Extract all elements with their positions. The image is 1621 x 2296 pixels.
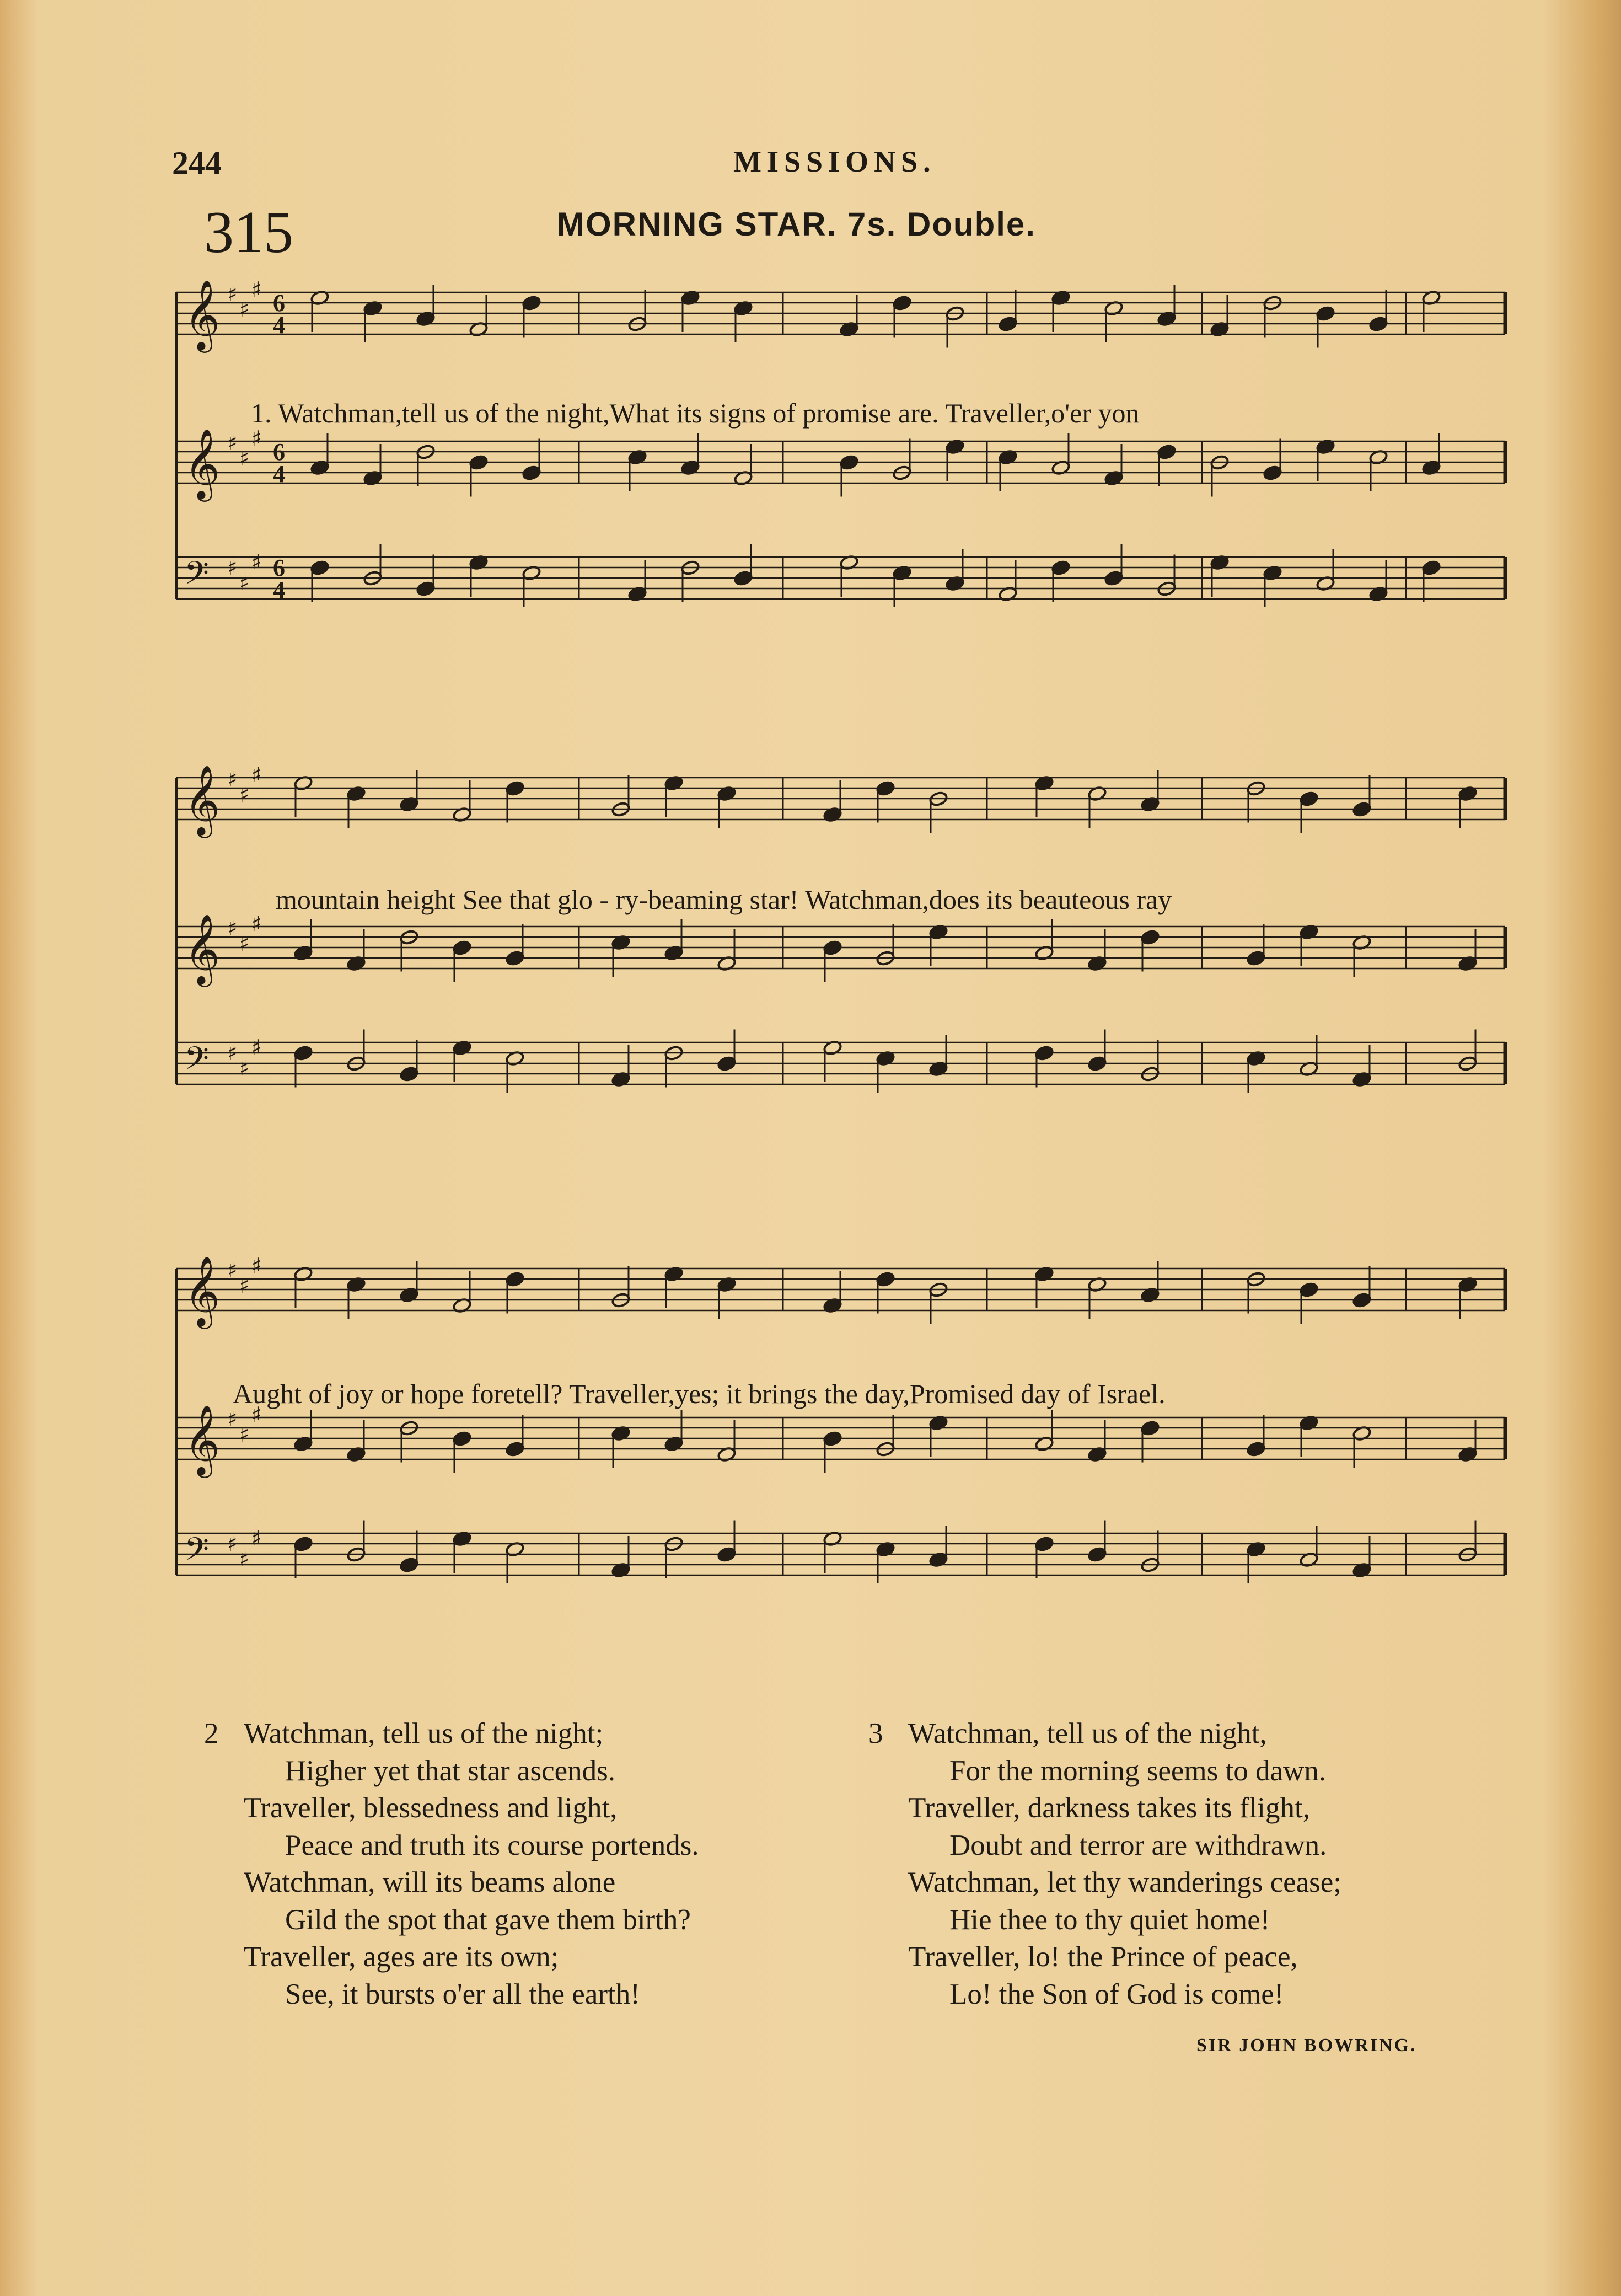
sharp-sign: ♯ bbox=[239, 446, 250, 470]
note-head bbox=[1421, 560, 1441, 576]
note-head bbox=[1087, 1546, 1107, 1562]
note-head bbox=[1352, 1292, 1371, 1308]
verse-line: Hie thee to thy quiet home! bbox=[949, 1903, 1270, 1936]
verse-line: Watchman, tell us of the night; bbox=[244, 1717, 604, 1749]
verse-line: Traveller, lo! the Prince of peace, bbox=[908, 1941, 1298, 1973]
sharp-sign: ♯ bbox=[239, 1273, 250, 1298]
lyric-line-3: Aught of joy or hope foretell? Traveller,yes; it brings the day,Promised day of Israel. bbox=[233, 1378, 1166, 1409]
lyric-line-1: 1. Watchman,tell us of the night,What its signs of promise are. Traveller,o'er yon bbox=[251, 398, 1140, 429]
verse-line: For the morning seems to dawn. bbox=[949, 1754, 1327, 1787]
treble-clef: 𝄞 bbox=[184, 913, 221, 984]
sharp-sign: ♯ bbox=[239, 783, 250, 807]
staff-notation bbox=[171, 756, 1516, 1197]
music-system-2 bbox=[171, 756, 1516, 1197]
note-head bbox=[452, 940, 471, 956]
sharp-sign: ♯ bbox=[239, 1056, 250, 1080]
music-system-1 bbox=[171, 270, 1516, 689]
note-head bbox=[293, 1045, 313, 1061]
time-signature-top: 6 bbox=[273, 554, 285, 581]
sharp-sign: ♯ bbox=[227, 916, 238, 940]
note-head bbox=[1299, 1282, 1318, 1298]
verse-line: Peace and truth its course portends. bbox=[285, 1829, 699, 1861]
sharp-sign: ♯ bbox=[239, 1422, 250, 1447]
page-number: 244 bbox=[172, 145, 222, 181]
note-head bbox=[823, 1431, 842, 1447]
note-head bbox=[505, 1271, 524, 1287]
treble-clef: 𝄞 bbox=[184, 1404, 221, 1475]
verse-line: Watchman, will its beams alone bbox=[244, 1866, 616, 1898]
sharp-sign: ♯ bbox=[227, 431, 238, 455]
note-head bbox=[1051, 560, 1070, 576]
sharp-sign: ♯ bbox=[251, 1403, 262, 1427]
note-head bbox=[717, 1546, 736, 1562]
sharp-sign: ♯ bbox=[251, 912, 262, 936]
sharp-sign: ♯ bbox=[239, 1547, 250, 1571]
hymn-author: SIR JOHN BOWRING. bbox=[1196, 2035, 1417, 2056]
note-head bbox=[839, 454, 858, 470]
verse-3 bbox=[868, 1715, 1341, 2013]
note-head bbox=[399, 1066, 418, 1082]
note-head bbox=[733, 570, 753, 586]
treble-clef: 𝄞 bbox=[184, 764, 221, 835]
staff-notation bbox=[171, 270, 1516, 689]
sharp-sign: ♯ bbox=[239, 297, 250, 322]
time-signature-top: 6 bbox=[273, 290, 285, 317]
verse-number: 2 bbox=[204, 1717, 219, 1749]
note-head bbox=[452, 1431, 471, 1447]
treble-clef: 𝄞 bbox=[184, 428, 221, 499]
sharp-sign: ♯ bbox=[227, 1532, 238, 1556]
note-head bbox=[1034, 1045, 1054, 1061]
bass-clef: 𝄢 bbox=[184, 1530, 210, 1576]
verse-line: Gild the spot that gave them birth? bbox=[285, 1903, 691, 1936]
music-system-3 bbox=[171, 1246, 1516, 1688]
note-head bbox=[1087, 1056, 1107, 1072]
verse-line: Traveller, ages are its own; bbox=[244, 1941, 559, 1973]
time-signature-bottom: 4 bbox=[273, 312, 285, 339]
sharp-sign: ♯ bbox=[251, 550, 262, 574]
hymn-number: 315 bbox=[204, 200, 293, 265]
note-head bbox=[1140, 929, 1160, 945]
sharp-sign: ♯ bbox=[251, 277, 262, 302]
note-head bbox=[469, 454, 488, 470]
time-signature-top: 6 bbox=[273, 438, 285, 465]
note-head bbox=[1140, 1420, 1160, 1436]
verse-line: Watchman, let thy wanderings cease; bbox=[908, 1866, 1342, 1898]
bass-clef: 𝄢 bbox=[184, 1040, 210, 1085]
time-signature-bottom: 4 bbox=[273, 461, 285, 488]
note-head bbox=[416, 581, 435, 597]
sharp-sign: ♯ bbox=[227, 555, 238, 580]
sharp-sign: ♯ bbox=[251, 763, 262, 787]
note-head bbox=[1246, 1441, 1265, 1457]
sharp-sign: ♯ bbox=[251, 1526, 262, 1550]
treble-clef: 𝄞 bbox=[184, 1255, 221, 1326]
sharp-sign: ♯ bbox=[227, 767, 238, 791]
note-head bbox=[522, 465, 541, 481]
note-head bbox=[1352, 801, 1371, 817]
note-head bbox=[876, 1271, 895, 1287]
running-head: MISSIONS. bbox=[733, 145, 936, 178]
sharp-sign: ♯ bbox=[239, 932, 250, 956]
sharp-sign: ♯ bbox=[227, 1407, 238, 1431]
verse-line: Doubt and terror are withdrawn. bbox=[949, 1829, 1327, 1861]
note-head bbox=[505, 780, 524, 796]
sharp-sign: ♯ bbox=[239, 571, 250, 595]
note-head bbox=[399, 1557, 418, 1573]
note-head bbox=[522, 295, 541, 311]
note-head bbox=[1246, 950, 1265, 966]
note-head bbox=[876, 780, 895, 796]
note-head bbox=[1316, 306, 1335, 322]
verse-2 bbox=[204, 1715, 699, 2013]
note-head bbox=[505, 950, 524, 966]
note-head bbox=[310, 560, 329, 576]
note-head bbox=[505, 1441, 524, 1457]
verse-line: Lo! the Son of God is come! bbox=[949, 1978, 1284, 2010]
note-head bbox=[1368, 316, 1388, 332]
sharp-sign: ♯ bbox=[251, 1254, 262, 1278]
verse-line: See, it bursts o'er all the earth! bbox=[285, 1978, 640, 2010]
staff-notation bbox=[171, 1246, 1516, 1688]
bass-clef: 𝄢 bbox=[184, 554, 210, 600]
note-head bbox=[1034, 1536, 1054, 1552]
lyric-line-2: mountain height See that glo - ry-beaming star! Watchman,does its beauteous ray bbox=[276, 884, 1172, 915]
note-head bbox=[293, 1536, 313, 1552]
sharp-sign: ♯ bbox=[251, 1035, 262, 1059]
verse-line: Traveller, blessedness and light, bbox=[244, 1792, 618, 1824]
note-head bbox=[823, 940, 842, 956]
note-head bbox=[892, 295, 911, 311]
sharp-sign: ♯ bbox=[227, 1041, 238, 1065]
note-head bbox=[998, 316, 1017, 332]
sharp-sign: ♯ bbox=[251, 426, 262, 451]
note-head bbox=[1104, 570, 1123, 586]
verse-line: Higher yet that star ascends. bbox=[285, 1754, 615, 1787]
hymn-title: MORNING STAR. 7s. Double. bbox=[557, 206, 1036, 243]
treble-clef: 𝄞 bbox=[184, 279, 221, 350]
verse-line: Watchman, tell us of the night, bbox=[908, 1717, 1267, 1749]
note-head bbox=[1299, 791, 1318, 807]
note-head bbox=[1263, 465, 1282, 481]
note-head bbox=[717, 1056, 736, 1072]
time-signature-bottom: 4 bbox=[273, 576, 285, 603]
sharp-sign: ♯ bbox=[227, 1258, 238, 1282]
note-head bbox=[1157, 444, 1176, 460]
verse-number: 3 bbox=[868, 1717, 883, 1749]
sharp-sign: ♯ bbox=[227, 282, 238, 306]
verse-line: Traveller, darkness takes its flight, bbox=[908, 1792, 1310, 1824]
